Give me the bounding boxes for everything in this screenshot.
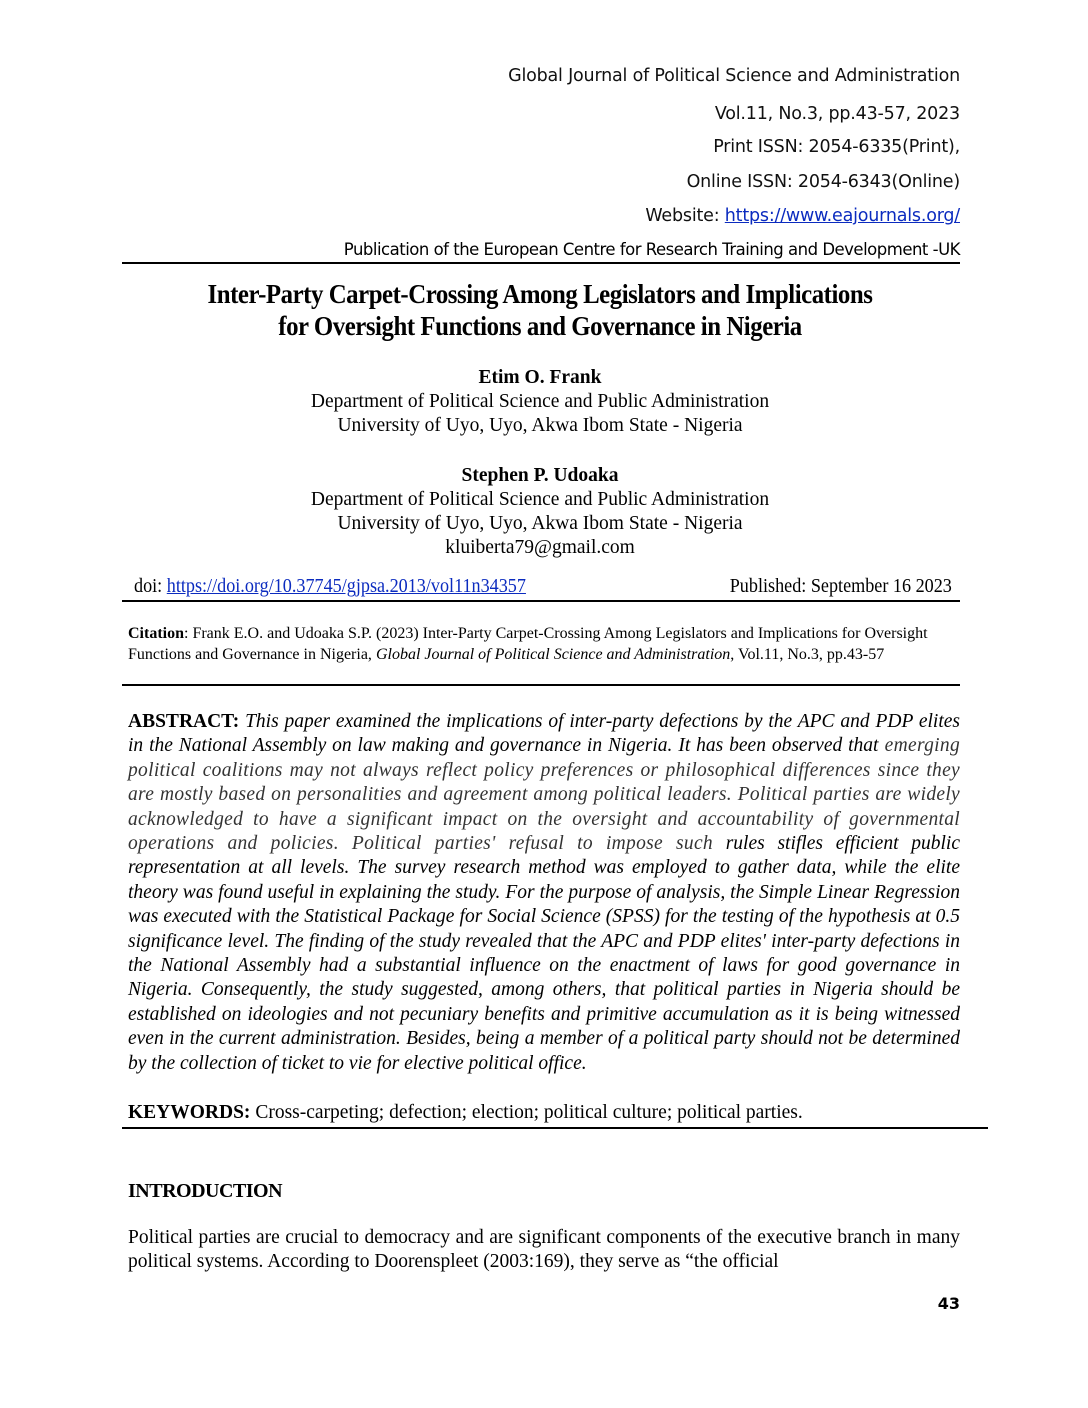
citation-label: Citation — [128, 625, 184, 642]
body-paragraph: Political parties are crucial to democracy and are significant components of the executive branch in many political systems. According to Doorenspleet (2003:169), they serve as “the official — [128, 1227, 960, 1273]
keywords-label: KEYWORDS: — [128, 1102, 251, 1123]
publisher-line — [122, 240, 960, 264]
author-department: Department of Political Science and Public Administration — [310, 489, 770, 510]
online-issn: Online ISSN: 2054-6343(Online) — [686, 172, 960, 192]
author-institution: University of Uyo, Uyo, Akwa Ibom State - Nigeria — [337, 415, 743, 436]
keywords — [128, 1102, 988, 1124]
abstract-text-3: rules stifles efficient public representation at all levels. The survey research method was employed to gather data, while the elite theory was found useful in explaining the study. For the purpose of analysis, the Simple Linear Regression was executed with the Statistical Package for Social Science (SPSS) for the testing of the hypothesis at 0.5 significance level. The finding of the study revealed that the APC and PDP elites' inter-party defections in the National Assembly had a substantial influence on the enactment of laws for good governance in Nigeria. Consequently, the study suggested, among others, that political parties in Nigeria should be established on ideologies and not pecuniary benefits and primitive accumulation as it is being witnessed even in the current administration. Besides, being a member of a political party should not be determined by the collection of ticket to vie for elective political office. — [128, 833, 960, 1074]
divider — [122, 684, 960, 686]
title-line-1: Inter-Party Carpet-Crossing Among Legislators and Implications — [207, 279, 873, 309]
doi — [134, 576, 526, 598]
citation-journal: Global Journal of Political Science and Administration — [375, 645, 731, 663]
journal-name: Global Journal of Political Science and Administration — [508, 66, 960, 86]
website-line — [645, 206, 960, 226]
website-label: Website: — [645, 206, 725, 226]
website-link[interactable]: https://www.eajournals.org/ — [724, 206, 960, 226]
section-heading: INTRODUCTION — [128, 1180, 283, 1202]
author-email: kluiberta79@gmail.com — [445, 537, 635, 558]
abstract-text-2: emerging political coalitions may not always reflect policy preferences or philosophical differences since they are mostly based on personalities and agreement among political leaders. Political parties are widely acknowledged to have a significant impact on the oversight and accountability of governmental operations and policies. Political parties' refusal to impose such — [128, 735, 960, 855]
author-1 — [120, 366, 960, 438]
volume-info: Vol.11, No.3, pp.43-57, 2023 — [714, 104, 960, 124]
doi-link[interactable]: https://doi.org/10.37745/gjpsa.2013/vol11n34357 — [166, 576, 526, 597]
doi-row — [122, 574, 960, 602]
print-issn: Print ISSN: 2054-6335(Print), — [713, 137, 960, 157]
divider — [122, 1127, 988, 1129]
citation — [128, 624, 960, 665]
author-2 — [120, 464, 960, 560]
publisher-text: Publication of the European Centre for Research Training and Development -UK — [343, 240, 960, 259]
author-department: Department of Political Science and Public Administration — [310, 391, 770, 412]
title-line-2: for Oversight Functions and Governance in Nigeria — [278, 311, 802, 341]
doi-label: doi: — [134, 576, 167, 597]
citation-text: : Frank E.O. and Udoaka S.P. (2023) Inter-Party Carpet-Crossing Among Legislators and Implications for Oversight Functions and Governance in Nigeria, — [128, 625, 928, 663]
published-date: Published: September 16 2023 — [729, 576, 952, 597]
author-name: Etim O. Frank — [478, 367, 602, 388]
abstract-label: ABSTRACT: — [128, 711, 240, 732]
abstract-text-1: This paper examined the implications of inter-party defections by the APC and PDP elites in the National Assembly on law making and governance in Nigeria. It has been observed that — [128, 711, 960, 757]
keywords-text: Cross-carpeting; defection; election; political culture; political parties. — [250, 1102, 803, 1123]
citation-volume: , Vol.11, No.3, pp.43-57 — [730, 645, 885, 663]
author-institution: University of Uyo, Uyo, Akwa Ibom State - Nigeria — [337, 513, 743, 534]
abstract — [128, 710, 960, 1076]
paper-title — [154, 278, 927, 342]
page-number: 43 — [937, 1294, 960, 1313]
author-name: Stephen P. Udoaka — [461, 465, 619, 486]
